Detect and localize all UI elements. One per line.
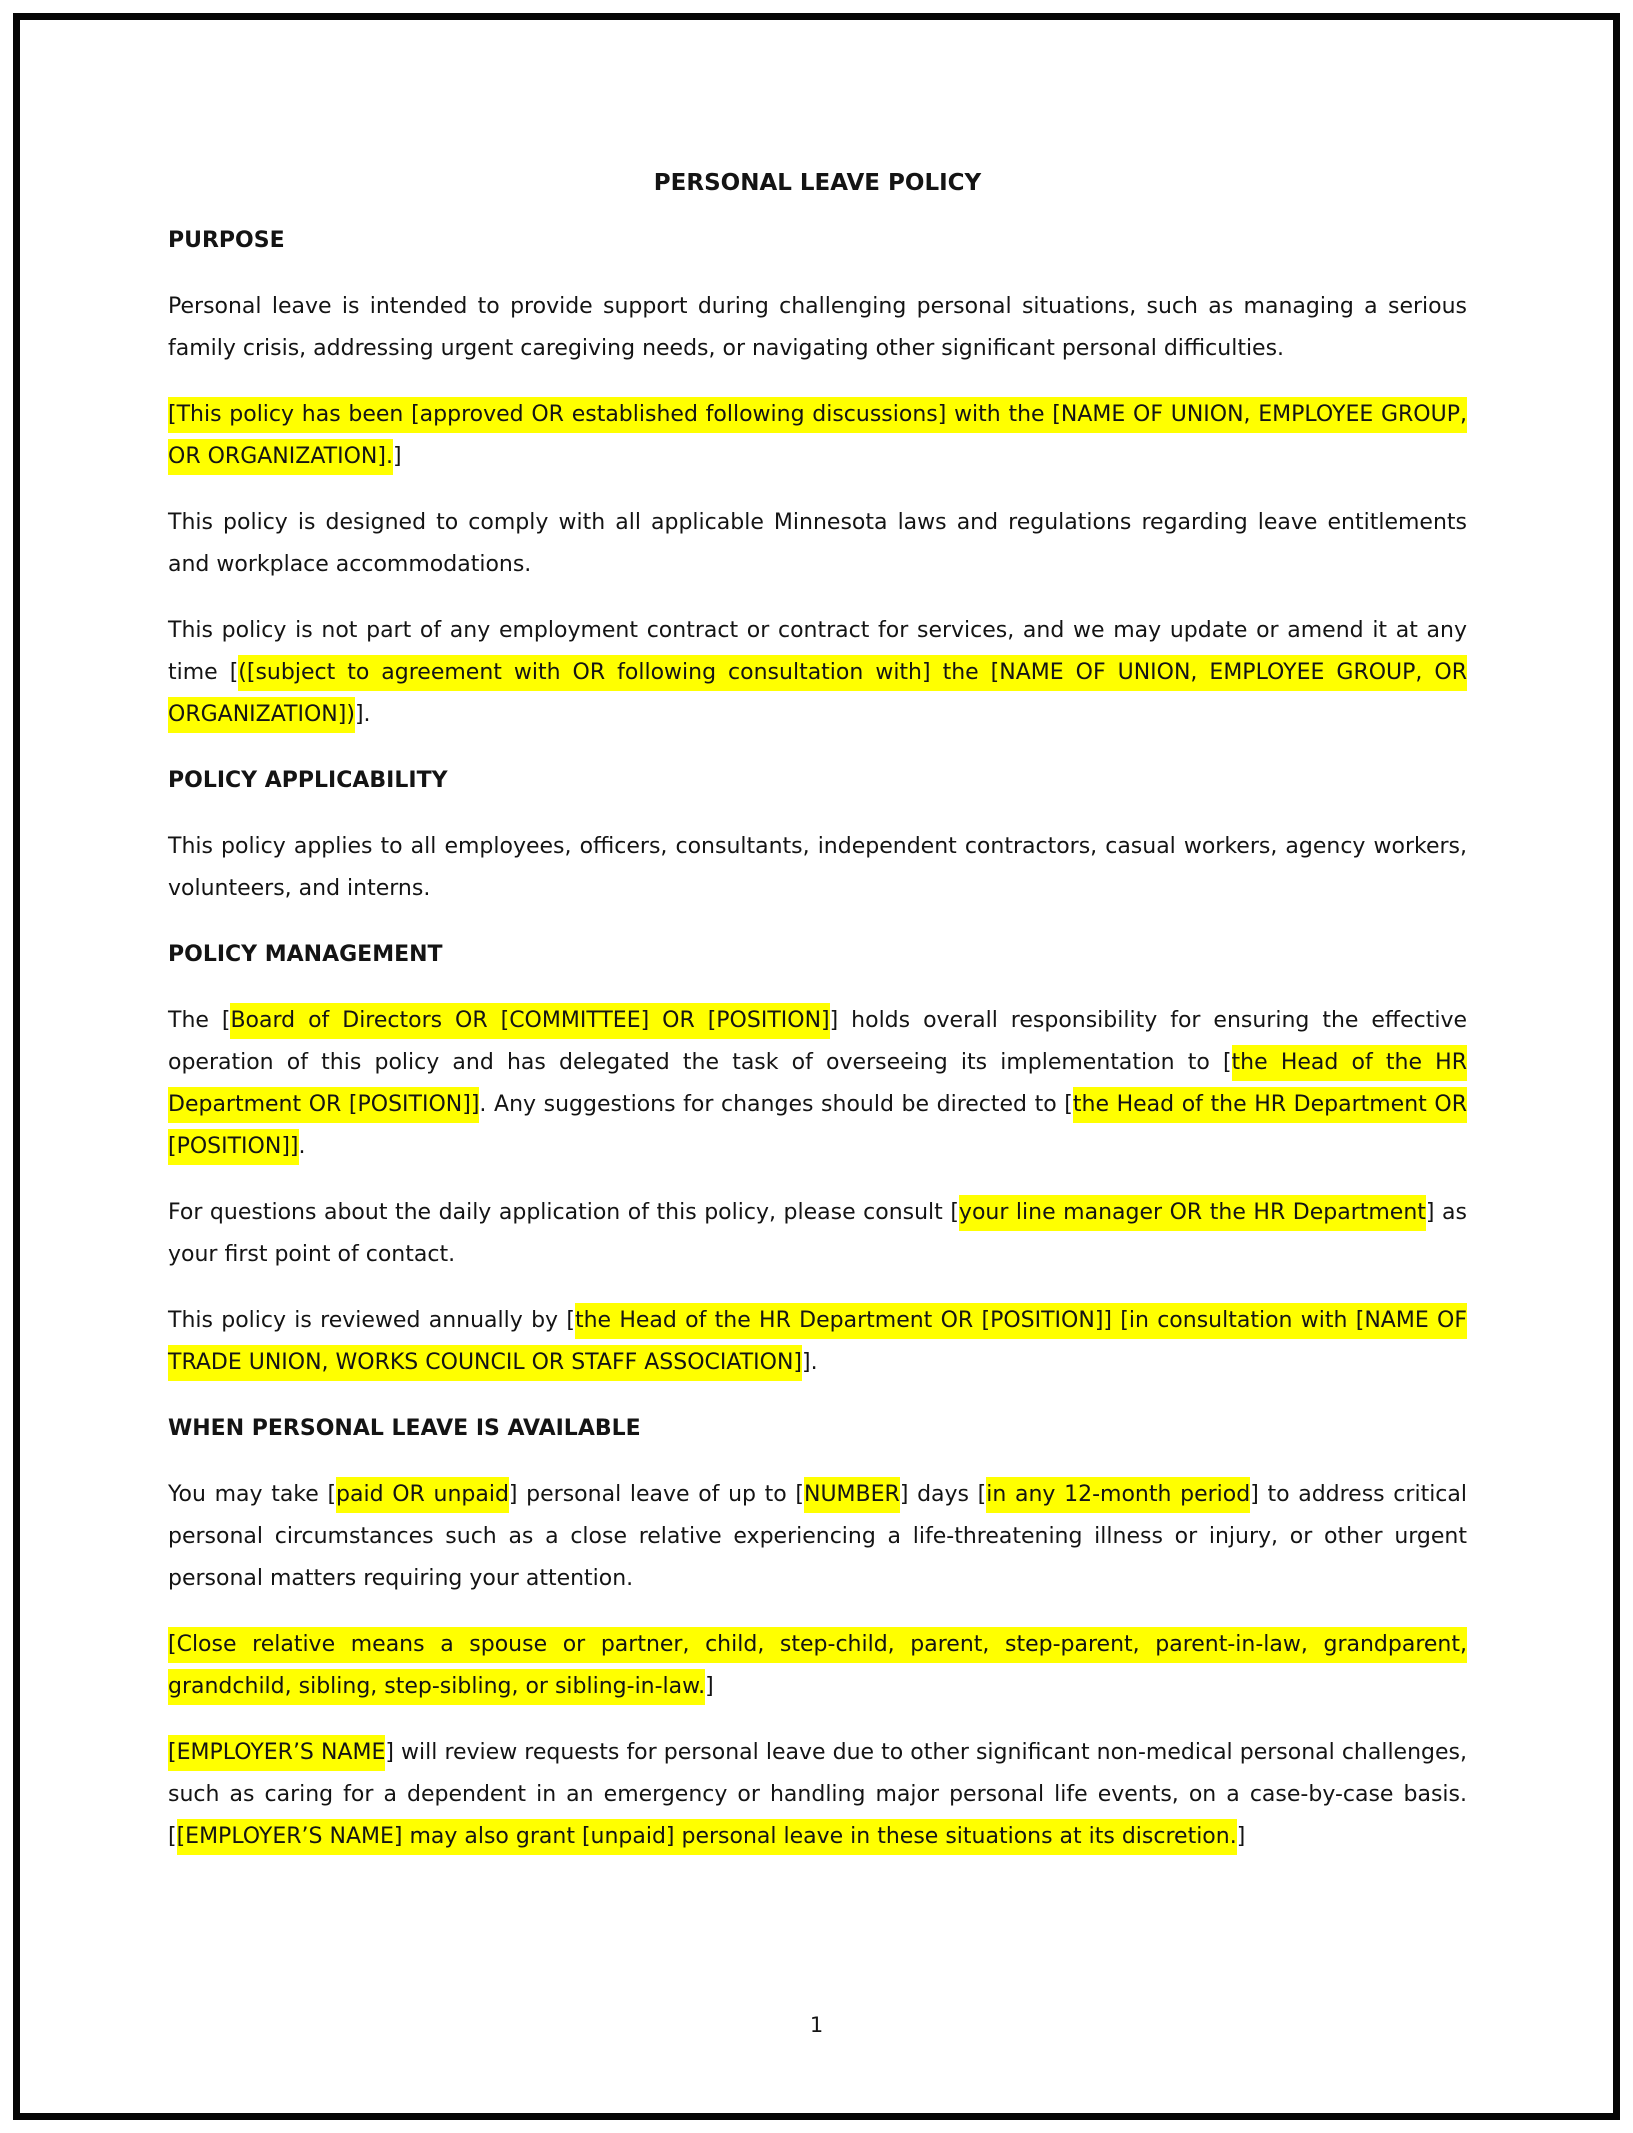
section-heading [168,1408,1467,1450]
body-text: You may take [ [168,1482,337,1507]
body-text: The [ [168,1008,231,1033]
body-text: . Any suggestions for changes should be directed to [ [479,1092,1073,1117]
section-heading [168,934,1467,976]
body-text: ] [1236,1824,1246,1849]
body-text: ] personal leave of up to [ [508,1482,804,1507]
document-blocks [168,220,1467,1858]
body-text: ] [705,1674,714,1699]
body-text: This policy is designed to comply with all applicable Minnesota laws and regulations regarding leave entitlements and workplace accommodations. [168,510,1467,577]
page-number: 1 [809,2013,824,2037]
highlighted-text: the Head of the HR Department OR [POSITION]] [in consultation with [NAME OF TRADE UNION, WORKS COUNCIL OR STAFF ASSOCIATION] [168,1303,1467,1381]
body-text: ] days [ [899,1482,987,1507]
paragraph [168,826,1467,910]
body-text: ]. [354,702,371,727]
highlighted-text: ([subject to agreement with OR following consultation with] the [NAME OF UNION, EMPLOYEE GROUP, OR ORGANIZATION]) [168,655,1467,733]
paragraph [168,1192,1467,1276]
highlighted-text: the Head of the HR Department OR [POSITION]] [168,1087,1467,1165]
body-text: POLICY MANAGEMENT [168,942,443,967]
body-text: . [298,1134,306,1159]
highlighted-text: in any 12-month period [986,1477,1250,1513]
section-heading [168,220,1467,262]
body-text: PURPOSE [168,228,285,253]
paragraph [168,1474,1467,1600]
body-text: ] [392,444,402,469]
highlighted-text: Board of Directors OR [COMMITTEE] OR [POSITION] [230,1003,829,1039]
body-text: This policy is reviewed annually by [ [168,1308,575,1333]
body-text: POLICY APPLICABILITY [168,768,448,793]
highlighted-text: [EMPLOYER’S NAME] may also grant [unpaid] personal leave in these situations at its discretion. [177,1819,1237,1855]
paragraph [168,1000,1467,1168]
paragraph [168,1732,1467,1858]
document-content [168,162,1467,1882]
body-text: ] as your first point of contact. [168,1200,1467,1267]
body-text: This policy is not part of any employment contract or contract for services, and we may update or amend it at any time [ [168,618,1467,685]
body-text: This policy applies to all employees, officers, consultants, independent contractors, casual workers, agency workers, volunteers, and interns. [168,834,1467,901]
body-text: ] will review requests for personal leave due to other significant non-medical personal challenges, such as caring for a dependent in an emergency or handling major personal life events, on a case-by-case basis. [ [168,1740,1467,1849]
highlighted-text: the Head of the HR Department OR [POSITION]] [168,1045,1467,1123]
body-text: ] to address critical personal circumstances such as a close relative experiencing a life-threatening illness or injury, or other urgent personal matters requiring your attention. [168,1482,1467,1591]
paragraph [168,502,1467,586]
highlighted-text: [EMPLOYER’S NAME [168,1735,385,1771]
highlighted-text: NUMBER [804,1477,900,1513]
paragraph [168,610,1467,736]
body-text: WHEN PERSONAL LEAVE IS AVAILABLE [168,1416,641,1441]
page-footer [0,2004,1633,2046]
paragraph [168,1300,1467,1384]
highlighted-text: [This policy has been [approved OR established following discussions] with the [NAME OF UNION, EMPLOYEE GROUP, OR ORGANIZATION]. [168,397,1467,475]
body-text: ]. [802,1350,818,1375]
highlighted-text: [Close relative means a spouse or partner, child, step-child, parent, step-parent, parent-in-law, grandparent, grandchild, sibling, step-sibling, or sibling-in-law. [168,1627,1467,1705]
section-heading [168,760,1467,802]
body-text: For questions about the daily application of this policy, please consult [ [168,1200,959,1225]
highlighted-text: your line manager OR the HR Department [959,1195,1426,1231]
paragraph [168,1624,1467,1708]
body-text: Personal leave is intended to provide support during challenging personal situations, such as managing a serious family crisis, addressing urgent caregiving needs, or navigating other significant personal difficulties. [168,294,1467,361]
highlighted-text: paid OR unpaid [336,1477,509,1513]
paragraph [168,286,1467,370]
document-title: PERSONAL LEAVE POLICY [653,170,982,196]
paragraph [168,394,1467,478]
body-text: ] holds overall responsibility for ensuring the effective operation of this policy and has delegated the task of overseeing its implementation to [ [168,1008,1467,1075]
